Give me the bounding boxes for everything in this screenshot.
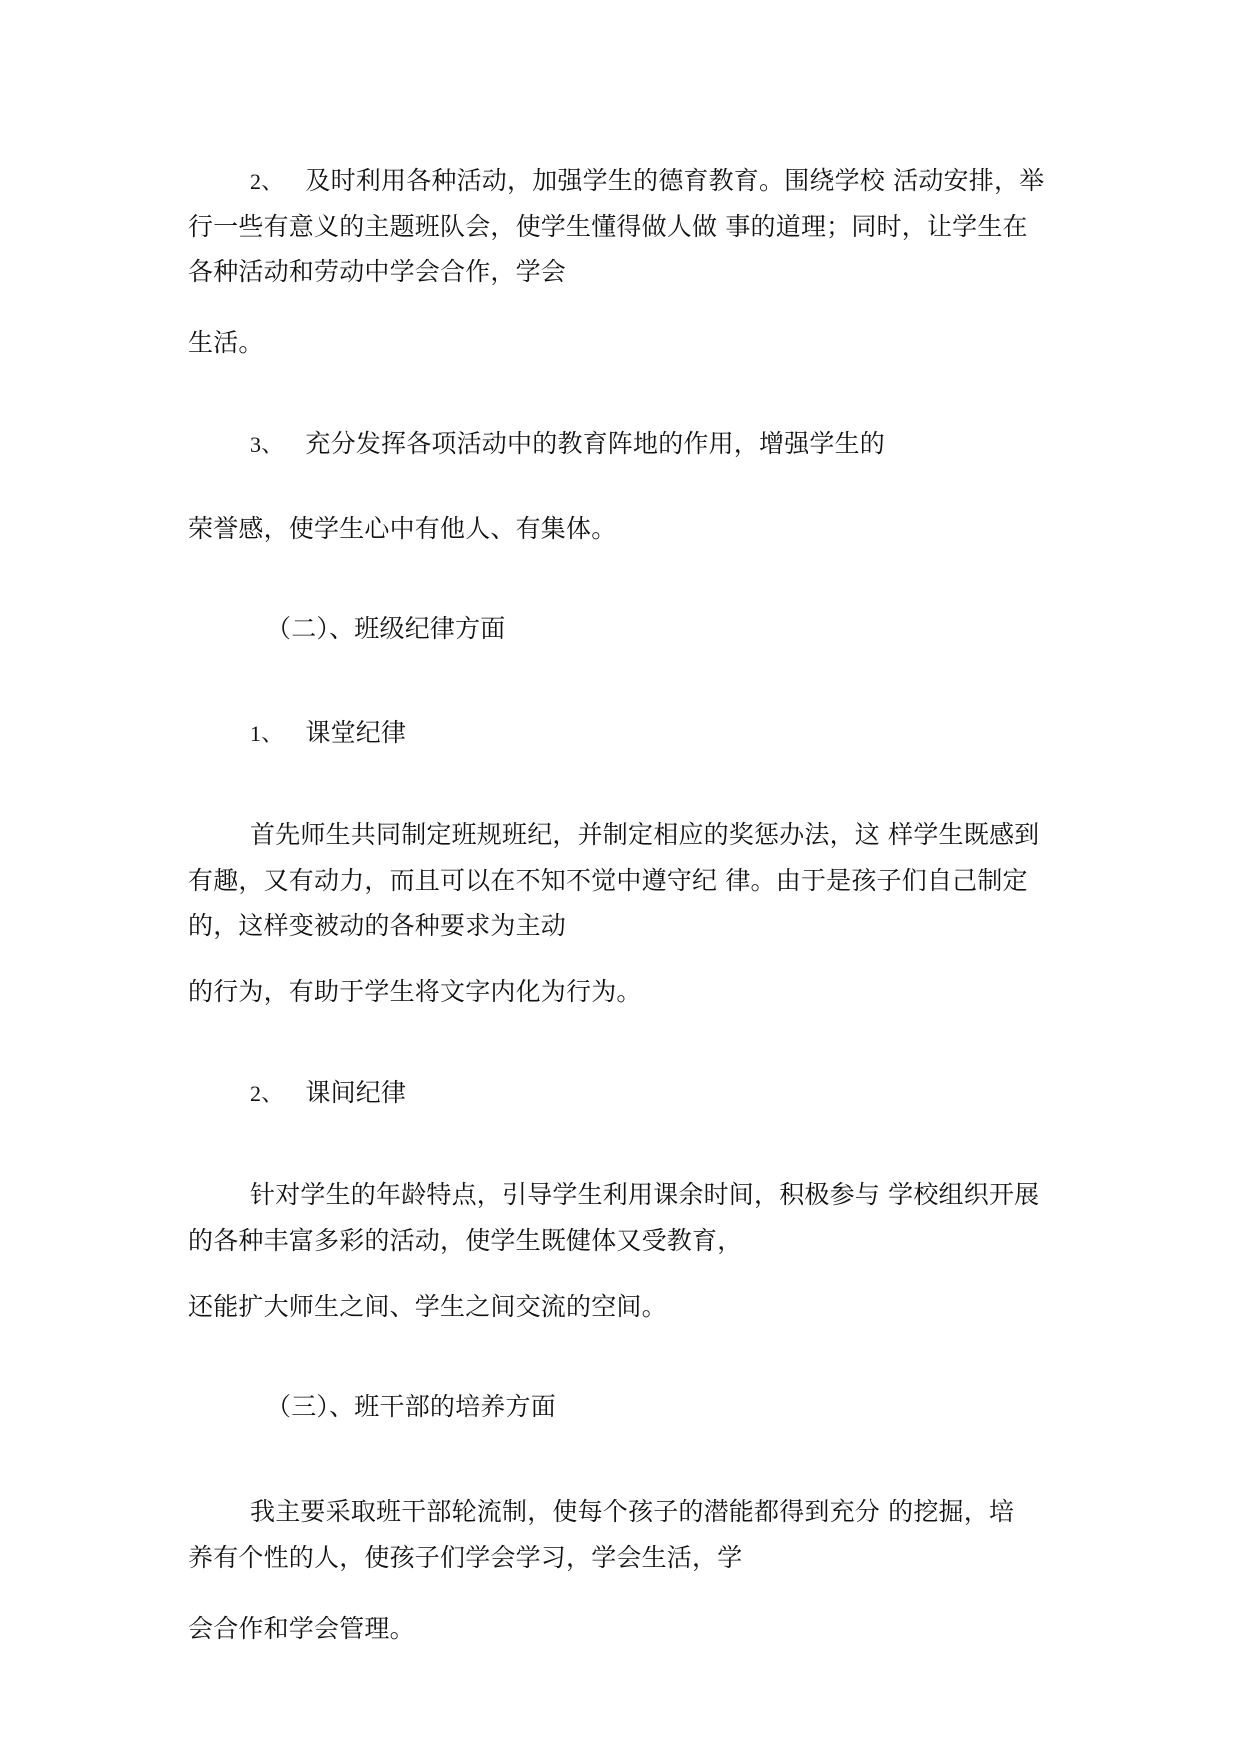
section-heading: （二）、班级纪律方面 [266, 614, 506, 643]
list-number: 2、 [250, 169, 284, 194]
paragraph-line: 生活。 [188, 328, 264, 357]
paragraph-line [250, 166, 1044, 197]
paragraph-line: 还能扩大师生之间、学生之间交流的空间。 [188, 1292, 667, 1321]
subsection-heading [250, 1078, 406, 1109]
paragraph-line [250, 429, 885, 460]
section-heading: （三）、班干部的培养方面 [266, 1392, 556, 1421]
paragraph-line: 有趣，又有动力，而且可以在不知不觉中遵守纪 律。由于是孩子们自己制定 [188, 866, 1028, 895]
line-text: 课堂纪律 [305, 718, 407, 747]
paragraph-line: 荣誉感，使学生心中有他人、有集体。 [188, 514, 617, 543]
paragraph-line: 我主要采取班干部轮流制，使每个孩子的潜能都得到充分 的挖掘，培 [250, 1497, 1015, 1526]
paragraph-line: 的，这样变被动的各种要求为主动 [188, 911, 567, 940]
paragraph-line: 会合作和学会管理。 [188, 1614, 415, 1643]
line-text: 充分发挥各项活动中的教育阵地的作用，增强学生的 [305, 429, 886, 458]
subsection-heading [250, 718, 406, 749]
paragraph-line: 的各种丰富多彩的活动，使学生既健体又受教育， [188, 1226, 743, 1255]
paragraph-line: 行一些有意义的主题班队会，使学生懂得做人做 事的道理；同时，让学生在 [188, 212, 1028, 241]
line-text: 课间纪律 [305, 1078, 407, 1107]
list-number: 2、 [250, 1081, 284, 1106]
list-number: 3、 [250, 432, 284, 457]
paragraph-line: 的行为，有助于学生将文字内化为行为。 [188, 977, 642, 1006]
paragraph-line: 首先师生共同制定班规班纪，并制定相应的奖惩办法，这 样学生既感到 [250, 820, 1040, 849]
paragraph-line: 养有个性的人，使孩子们学会学习，学会生活，学 [188, 1543, 743, 1572]
list-number: 1、 [250, 721, 284, 746]
paragraph-line: 针对学生的年龄特点，引导学生利用课余时间，积极参与 学校组织开展 [250, 1180, 1040, 1209]
paragraph-line: 各种活动和劳动中学会合作，学会 [188, 257, 567, 286]
line-text: 及时利用各种活动，加强学生的德育教育。围绕学校 活动安排，举 [305, 166, 1045, 195]
